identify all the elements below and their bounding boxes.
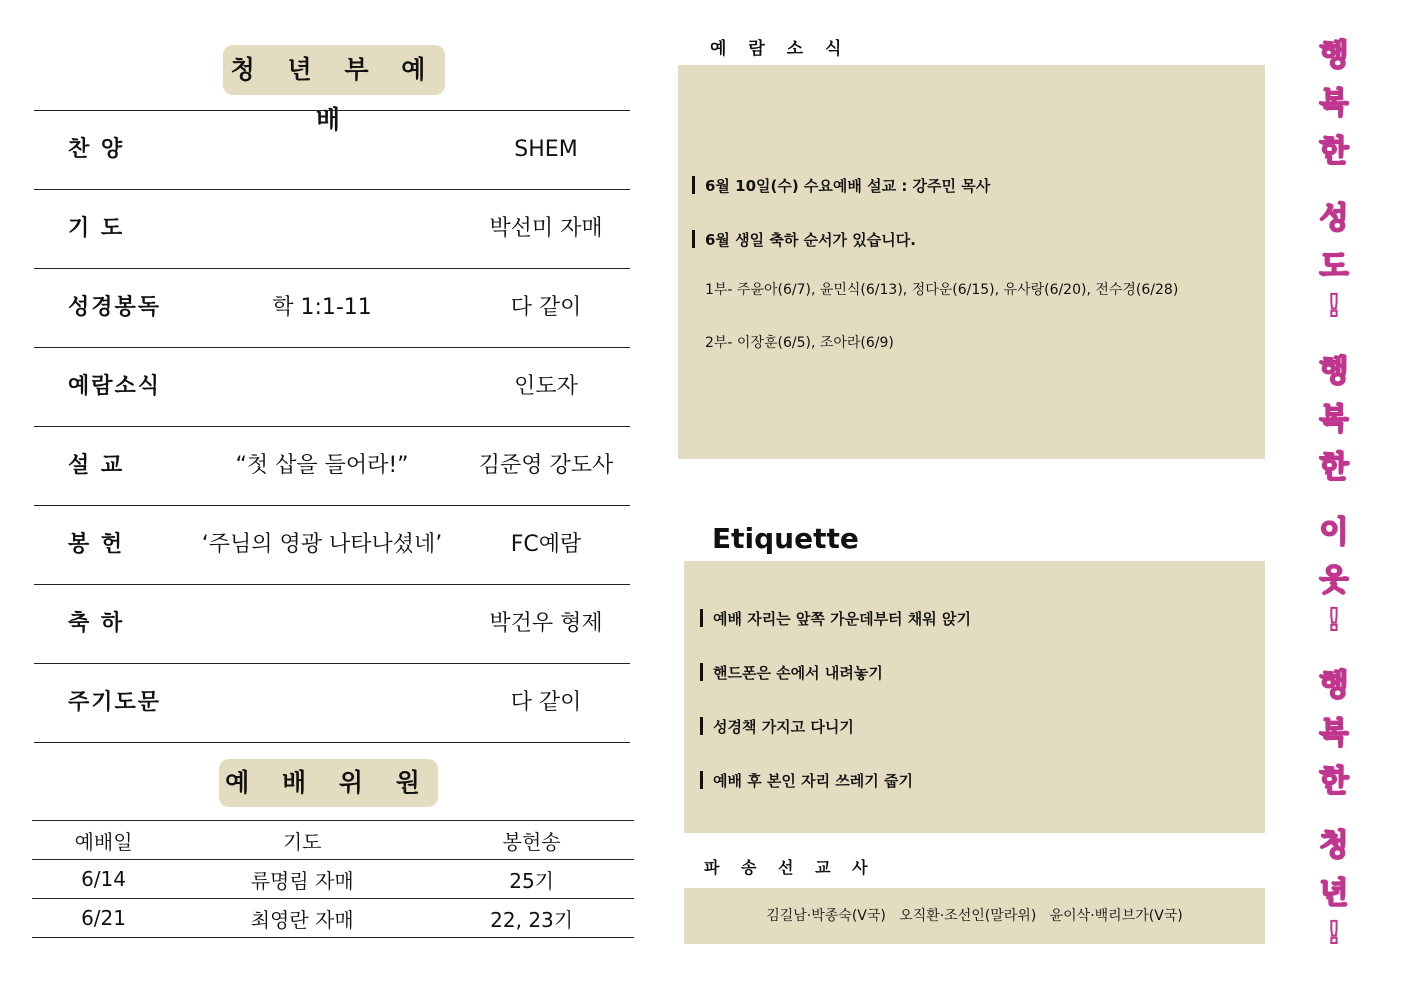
slogan-char: 성 bbox=[1319, 201, 1349, 236]
slogan-char: ! bbox=[1327, 289, 1341, 324]
missionary-panel bbox=[684, 888, 1265, 944]
etiquette-item-text: 성경책 가지고 다니기 bbox=[713, 718, 854, 736]
slogan-char: 한 bbox=[1319, 134, 1349, 169]
etiquette-item-text: 예배 자리는 앞쪽 가운데부터 채워 앉기 bbox=[713, 610, 971, 628]
order-label: 설 교 bbox=[68, 453, 125, 478]
order-content: ‘주님의 영광 나타나셨네’ bbox=[201, 532, 443, 557]
etiquette-item bbox=[700, 716, 854, 737]
column-header: 봉헌송 bbox=[429, 821, 634, 860]
order-person: 박선미 자매 bbox=[489, 216, 603, 241]
order-row bbox=[34, 505, 630, 584]
slogan-char: ! bbox=[1327, 603, 1341, 638]
order-row bbox=[34, 347, 630, 426]
order-label: 봉 헌 bbox=[68, 532, 125, 557]
table-cell: 류명림 자매 bbox=[175, 860, 429, 899]
news-item bbox=[692, 175, 990, 196]
bullet-bar bbox=[700, 609, 703, 627]
missionary-text: 김길남·박종숙(V국) 오직환·조선인(말라위) 윤이삭·백리브가(V국) bbox=[766, 908, 1183, 924]
news-panel bbox=[678, 65, 1265, 459]
etiquette-item bbox=[700, 662, 883, 683]
slogan-char: 도 bbox=[1319, 249, 1349, 284]
etiquette-item bbox=[700, 608, 971, 629]
etiquette-item bbox=[700, 770, 913, 791]
slogan-char: 복 bbox=[1319, 86, 1349, 121]
order-person: 박건우 형제 bbox=[489, 611, 603, 636]
slogan-char: 이 bbox=[1319, 515, 1349, 550]
news-title: 예 람 소 식 bbox=[710, 39, 850, 59]
order-content: 학 1:1-11 bbox=[272, 295, 372, 320]
news-item-text: 1부- 주윤아(6/7), 윤민식(6/13), 정다운(6/15), 유사랑(6/20), 전수경(6/28) bbox=[705, 282, 1179, 298]
slogan-char: 행 bbox=[1319, 38, 1349, 73]
order-label: 기 도 bbox=[68, 216, 125, 241]
bullet-bar bbox=[700, 771, 703, 789]
table-row bbox=[32, 860, 634, 899]
news-item-text: 6월 생일 축하 순서가 있습니다. bbox=[705, 231, 916, 249]
worship-title: 청 년 부 예 배 bbox=[223, 45, 445, 95]
committee-table bbox=[32, 820, 634, 938]
bullet-bar bbox=[700, 717, 703, 735]
order-person: 김준영 강도사 bbox=[478, 453, 614, 478]
table-header-row bbox=[32, 821, 634, 860]
order-row bbox=[34, 189, 630, 268]
column-header: 기도 bbox=[175, 821, 429, 860]
etiquette-item-text: 핸드폰은 손에서 내려놓기 bbox=[713, 664, 883, 682]
table-cell: 22, 23기 bbox=[429, 899, 634, 938]
missionary-title: 파 송 선 교 사 bbox=[704, 858, 876, 877]
etiquette-item-text: 예배 후 본인 자리 쓰레기 줍기 bbox=[713, 772, 913, 790]
slogan-char: 한 bbox=[1319, 764, 1349, 799]
order-label: 예람소식 bbox=[68, 374, 162, 399]
bullet-bar bbox=[700, 663, 703, 681]
order-label: 주기도문 bbox=[68, 690, 162, 715]
news-item-text: 6월 10일(수) 수요예배 설교 : 강주민 목사 bbox=[705, 177, 991, 195]
etiquette-title: Etiquette bbox=[712, 522, 859, 555]
order-label: 축 하 bbox=[68, 611, 125, 636]
order-person: 다 같이 bbox=[510, 690, 582, 715]
table-cell: 25기 bbox=[429, 860, 634, 899]
order-row bbox=[34, 110, 630, 189]
slogan-char: 행 bbox=[1319, 354, 1349, 389]
news-item-text: 2부- 이장훈(6/5), 조아라(6/9) bbox=[705, 335, 894, 351]
table-row bbox=[32, 899, 634, 938]
order-row bbox=[34, 426, 630, 505]
order-person: FC예람 bbox=[510, 532, 582, 557]
column-header: 예배일 bbox=[32, 821, 175, 860]
order-row bbox=[34, 268, 630, 347]
order-row bbox=[34, 663, 630, 743]
table-cell: 6/14 bbox=[32, 860, 175, 899]
table-cell: 최영란 자매 bbox=[175, 899, 429, 938]
order-label: 찬 양 bbox=[68, 137, 125, 162]
committee-title: 예 배 위 원 bbox=[219, 759, 438, 807]
slogan-char: 한 bbox=[1319, 450, 1349, 485]
order-content: “첫 삽을 들어라!” bbox=[235, 453, 409, 478]
bullet-bar bbox=[692, 176, 695, 194]
vertical-slogan bbox=[1312, 30, 1356, 960]
slogan-char: 복 bbox=[1319, 716, 1349, 751]
slogan-char: 행 bbox=[1319, 668, 1349, 703]
slogan-char: 청 bbox=[1319, 828, 1349, 863]
etiquette-panel bbox=[684, 561, 1265, 833]
worship-order bbox=[34, 110, 630, 743]
news-item bbox=[692, 229, 916, 250]
bullet-bar bbox=[692, 230, 695, 248]
slogan-char: 웃 bbox=[1319, 563, 1349, 598]
order-person: SHEM bbox=[514, 137, 578, 162]
slogan-char: ! bbox=[1327, 916, 1341, 951]
slogan-char: 복 bbox=[1319, 402, 1349, 437]
news-item bbox=[705, 279, 1178, 299]
news-item bbox=[705, 332, 894, 352]
slogan-char: 년 bbox=[1319, 876, 1349, 911]
table-cell: 6/21 bbox=[32, 899, 175, 938]
order-person: 인도자 bbox=[514, 374, 578, 399]
order-person: 다 같이 bbox=[510, 295, 582, 320]
order-label: 성경봉독 bbox=[68, 295, 162, 320]
order-row bbox=[34, 584, 630, 663]
